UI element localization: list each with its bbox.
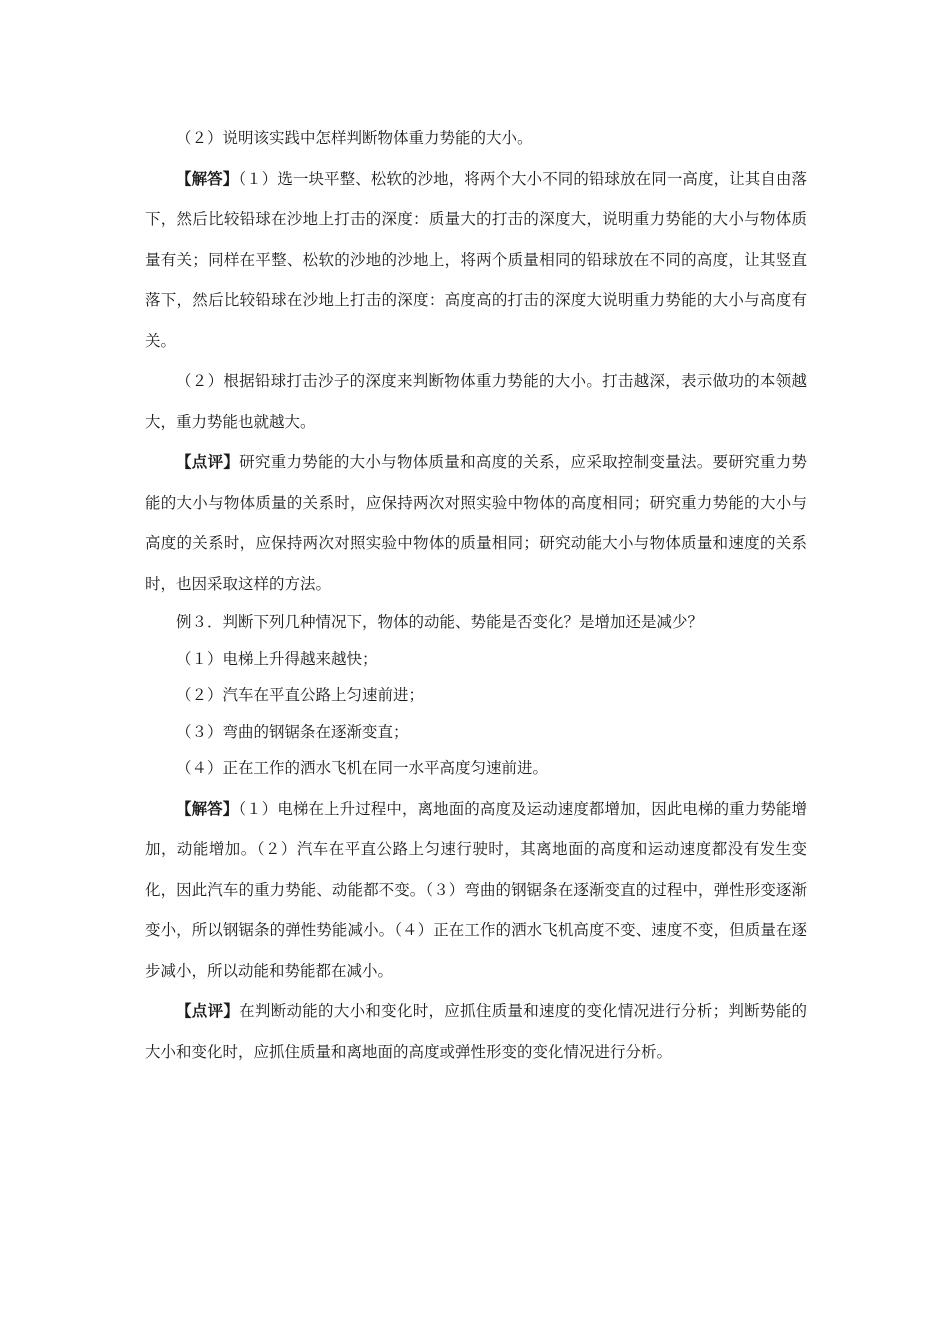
document-page [145,118,807,1072]
answer-text: （１）选一块平整、松软的沙地，将两个大小不同的铅球放在同一高度，让其自由落下，然后比较铅球在沙地上打击的深度：质量大的打击的深度大，说明重力势能的大小与物体质量有关；同样在平整、松软的沙地的沙地上，将两个质量相同的铅球放在不同的高度，让其竖直落下，然后比较铅球在沙地上打击的深度：高度高的打击的深度大说明重力势能的大小与高度有关。 [145,169,807,350]
example-3-item-1: （１）电梯上升得越来越快； [176,649,378,668]
comment-tag: 【点评】 [176,452,240,471]
question-part-2: （２）说明该实践中怎样判断物体重力势能的大小。 [176,129,533,147]
answer-tag: 【解答】 [176,168,239,188]
example-3-item-3: （３）弯曲的钢锯条在逐渐变直； [176,722,409,741]
example-3-item-2: （２）汽车在平直公路上匀速前进； [176,686,425,704]
comment-tag: 【点评】 [176,1001,240,1020]
example-3-question: 例３．判断下列几种情况下，物体的动能、势能是否变化？是增加还是减少？ [176,613,704,631]
example-3-item-4: （４）正在工作的洒水飞机在同一水平高度匀速前进。 [176,759,549,777]
answer-paragraph-1 [145,159,807,362]
comment-paragraph-1 [145,442,807,604]
answer-text: （１）电梯在上升过程中，离地面的高度及运动速度都增加，因此电梯的重力势能增加，动能增加。（２）汽车在平直公路上匀速行驶时，其离地面的高度和运动速度都没有发生变化，因此汽车的重力势能、动能都不变。（３）弯曲的钢锯条在逐渐变直的过程中，弹性形变逐渐变小，所以钢锯条的弹性势能减小。（４）正在工作的洒水飞机高度不变、速度不变，但质量在逐步减小，所以动能和势能都在减小。 [145,799,807,980]
comment-paragraph-2 [145,991,807,1072]
comment-text: 在判断动能的大小和变化时，应抓住质量和速度的变化情况进行分析；判断势能的大小和变化时，应抓住质量和离地面的高度或弹性形变的变化情况进行分析。 [145,1002,807,1061]
comment-text: 研究重力势能的大小与物体质量和高度的关系，应采取控制变量法。要研究重力势能的大小与物体质量的关系时，应保持两次对照实验中物体的高度相同；研究重力势能的大小与高度的关系时，应保持两次对照实验中物体的质量相同；研究动能大小与物体质量和速度的关系时，也因采取这样的方法。 [145,453,807,593]
answer-paragraph-2: （２）根据铅球打击沙子的深度来判断物体重力势能的大小。打击越深，表示做功的本领越大，重力势能也就越大。 [145,372,807,431]
answer-paragraph-3 [145,789,807,992]
answer-tag: 【解答】 [176,798,239,818]
